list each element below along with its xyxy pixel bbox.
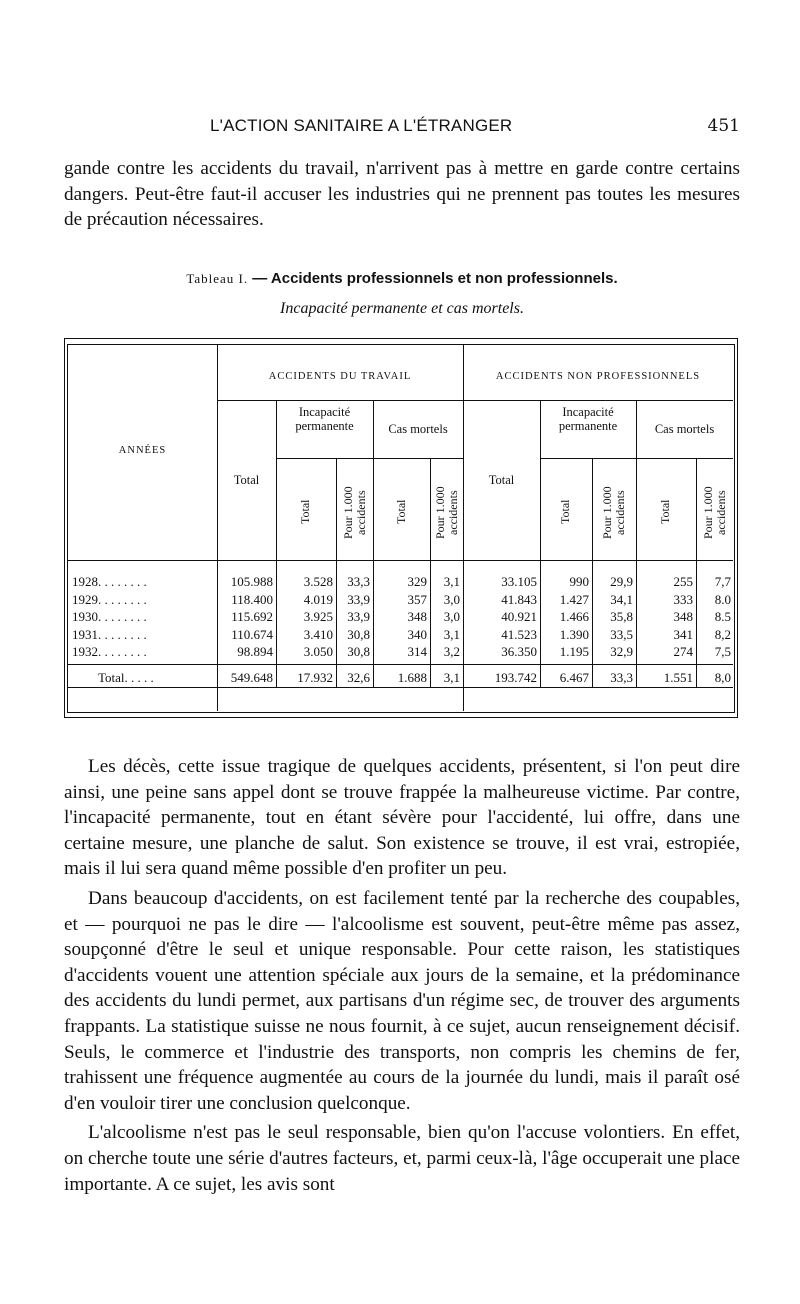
- cell-w-cm: 357: [407, 591, 427, 607]
- nonwork-incapacity-header: Incapacité: [562, 405, 614, 419]
- cell-n-cm-rate: 7,7: [714, 574, 731, 589]
- work-deaths-header: Cas mortels: [388, 422, 448, 436]
- cell-w-cm: 1.688: [397, 670, 427, 685]
- cell-w-ip: 3.410: [303, 626, 333, 642]
- cell-w-total: 118.400: [231, 591, 273, 607]
- cell-w-total: 115.692: [231, 609, 273, 624]
- column-header-years: ANNÉES: [118, 445, 167, 456]
- nonwork-ip-rate-header: Pour 1.000: [600, 486, 614, 540]
- cell-n-ip-rate: 33,3: [610, 670, 633, 685]
- cell-n-cm: 348: [673, 609, 693, 624]
- cell-w-total: 110.674: [231, 626, 273, 642]
- cell-w-total: 98.894: [237, 644, 273, 659]
- rule-h-total-bottom: [68, 687, 733, 688]
- cell-n-ip: 990: [569, 574, 589, 589]
- page-number: 451: [707, 116, 740, 136]
- row-year: 1931. . . . . . . .: [72, 626, 147, 642]
- cell-w-cm-rate: 3,0: [443, 591, 460, 607]
- row-year: 1930. . . . . . . .: [72, 609, 147, 624]
- cell-n-total: 33.105: [501, 574, 537, 589]
- table-subtitle: Incapacité permanente et cas mortels.: [280, 300, 524, 317]
- cell-n-ip-rate: 35,8: [610, 609, 633, 624]
- cell-w-ip: 17.932: [297, 670, 333, 685]
- cell-n-cm: 333: [673, 591, 693, 607]
- cell-n-ip-rate: 34,1: [610, 591, 633, 607]
- cell-n-ip-rate: 32,9: [610, 644, 633, 659]
- paragraph: L'alcoolisme n'est pas le seul responsable, bien qu'on l'accuse volontiers. En effet, on cherche toute une série d'autres facteurs, et, parmi ceux-là, l'âge occuperait une place importante. A ce sujet, les avis sont: [64, 1122, 741, 1195]
- work-cm-total-header: Total: [393, 499, 408, 525]
- body-text: [64, 754, 740, 1197]
- cell-n-cm-rate: 8,0: [714, 670, 731, 685]
- work-incapacity-header: permanente: [295, 419, 354, 433]
- rule-h-sub: [276, 458, 463, 459]
- cell-n-cm-rate: 8.5: [714, 609, 731, 624]
- cell-w-cm: 340: [407, 626, 427, 642]
- cell-n-cm: 255: [673, 574, 693, 589]
- cell-n-ip-rate: 29,9: [610, 574, 633, 589]
- cell-n-ip-rate: 33,5: [610, 626, 633, 642]
- work-ip-rate-header: Pour 1.000: [340, 486, 355, 540]
- row-year: 1932. . . . . . . .: [72, 644, 147, 659]
- cell-w-ip-rate: 33,9: [347, 591, 370, 607]
- cell-w-cm-rate: 3,1: [443, 626, 460, 642]
- cell-n-ip: 1.390: [559, 626, 589, 642]
- table-title: — Accidents professionnels et non professionnels.: [248, 270, 618, 287]
- paragraph: Les décès, cette issue tragique de quelques accidents, présentent, si l'on peut dire ainsi, une peine sans appel dont se trouve frappée la malheureuse victime. Par contre, l'incapacité permanente, tout en étant sévère pour l'accidenté, lui offre, dans une certaine mesure, une planche de salut. Son existence se trouve, il est vrai, estropiée, mais il lui sera quand même possible d'en profiter un peu.: [64, 756, 740, 880]
- cell-w-ip: 3.050: [303, 644, 333, 659]
- intro-paragraph: gande contre les accidents du travail, n'arrivent pas à mettre en garde contre certains dangers. Peut-être faut-il accuser les industries qui ne prennent pas toutes les mesures de précaution nécessaires.: [64, 158, 740, 231]
- table-label: Tableau I.: [186, 271, 249, 286]
- cell-n-cm-rate: 7,5: [714, 644, 731, 659]
- nonwork-ip-total-header: Total: [558, 499, 572, 525]
- row-year: 1929. . . . . . . .: [72, 591, 147, 607]
- cell-w-ip: 4.019: [303, 591, 333, 607]
- nonwork-deaths-header: Cas mortels: [654, 422, 715, 436]
- cell-n-ip: 1.195: [559, 644, 589, 659]
- cell-n-total: 36.350: [501, 644, 537, 659]
- work-incapacity-header: Incapacité: [298, 405, 351, 419]
- row-year: 1928. . . . . . . .: [72, 574, 147, 589]
- cell-n-total: 40.921: [501, 609, 537, 624]
- cell-w-ip-rate: 33,3: [347, 574, 370, 589]
- work-ip-total-header: Total: [298, 499, 312, 525]
- running-header: [64, 116, 740, 140]
- nonwork-incapacity-header: permanente: [558, 419, 618, 433]
- accidents-table: [64, 338, 738, 718]
- cell-n-ip: 1.466: [559, 609, 589, 624]
- cell-w-total: 105.988: [230, 574, 273, 589]
- table-caption: [64, 270, 740, 287]
- cell-n-ip: 6.467: [559, 670, 589, 685]
- cell-w-cm-rate: 3,1: [443, 670, 460, 685]
- work-cm-rate-header: Pour 1.000: [432, 486, 447, 540]
- cell-w-cm: 329: [407, 574, 427, 589]
- cell-n-total: 41.523: [501, 626, 537, 642]
- cell-w-cm-rate: 3,0: [443, 609, 460, 624]
- cell-n-cm: 1.551: [663, 670, 693, 685]
- running-title: L'ACTION SANITAIRE A L'ÉTRANGER: [210, 116, 513, 135]
- cell-w-ip-rate: 32,6: [347, 670, 370, 685]
- cell-w-cm: 314: [407, 644, 427, 659]
- cell-w-cm: 348: [407, 609, 427, 624]
- nonwork-cm-rate-header: Pour 1.000: [701, 486, 715, 540]
- nonwork-cm-total-header: Total: [658, 499, 672, 525]
- group-header-work: ACCIDENTS DU TRAVAIL: [268, 371, 412, 382]
- nonwork-total-header: Total: [488, 473, 515, 487]
- cell-n-total: 193.742: [494, 670, 537, 685]
- cell-n-cm-rate: 8.0: [714, 591, 731, 607]
- cell-n-ip: 1.427: [559, 591, 589, 607]
- cell-n-cm-rate: 8,2: [714, 626, 731, 642]
- work-cm-rate-header: accidents: [445, 490, 460, 536]
- rule-h-total-top: [68, 664, 733, 665]
- work-total-header: Total: [233, 473, 260, 487]
- cell-w-ip-rate: 30,8: [347, 626, 370, 642]
- cell-n-cm: 274: [673, 644, 693, 659]
- work-ip-rate-header: accidents: [353, 490, 368, 536]
- rule-h-group: [217, 400, 733, 401]
- cell-w-cm-rate: 3,1: [443, 574, 460, 589]
- cell-w-ip-rate: 33,9: [347, 609, 370, 624]
- paragraph: Dans beaucoup d'accidents, on est facilement tenté par la recherche des coupables, et — pourquoi ne pas le dire — l'alcoolisme est souvent, peut-être même pas assez, soupçonné d'être le seul et unique responsable. Pour cette raison, les statistiques d'accidents vouent une attention spéciale aux jours de la semaine, et la prédominance des accidents du lundi permet, aux partisans d'un régime sec, de trouver des arguments frappants. La statistique suisse ne nous fournit, à ce sujet, aucun renseignement décisif. Seuls, le commerce et l'industrie des transports, non compris les chemins de fer, trahissent une fréquence augmentée au cours de la journée du lundi, mais il paraît osé d'en vouloir tirer une conclusion quelconque.: [64, 887, 740, 1114]
- group-header-nonwork: ACCIDENTS NON PROFESSIONNELS: [495, 371, 701, 382]
- rule-h-head-bottom: [68, 560, 733, 561]
- cell-w-ip: 3.925: [303, 609, 333, 624]
- cell-w-ip: 3.528: [303, 574, 333, 589]
- rule-h-sub: [540, 458, 733, 459]
- cell-w-total: 549.648: [230, 670, 273, 685]
- cell-n-cm: 341: [673, 626, 693, 642]
- cell-w-cm-rate: 3,2: [443, 644, 460, 659]
- cell-w-ip-rate: 30,8: [347, 644, 370, 659]
- nonwork-ip-rate-header: accidents: [613, 490, 627, 536]
- row-year: Total. . . . .: [98, 670, 154, 685]
- cell-n-total: 41.843: [501, 591, 537, 607]
- nonwork-cm-rate-header: accidents: [714, 490, 728, 536]
